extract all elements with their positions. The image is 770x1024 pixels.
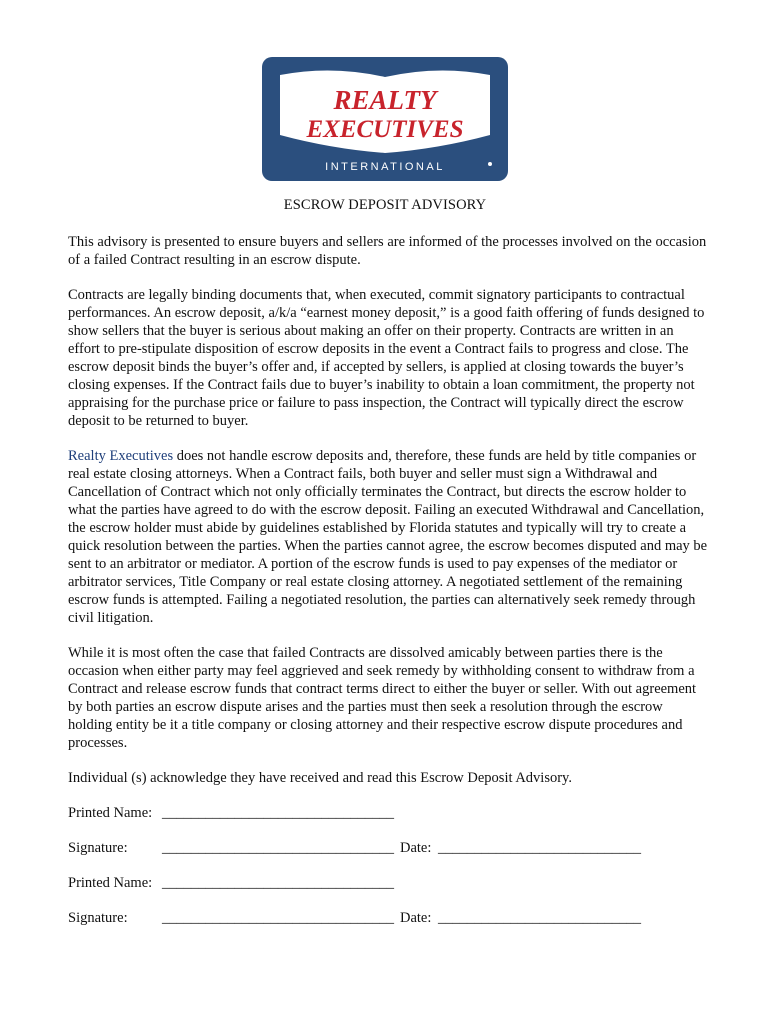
intro-paragraph: This advisory is presented to ensure buyers and sellers are informed of the processes involved on the occasion of a failed Contract resulting in an escrow dispute.: [68, 234, 707, 268]
acknowledge-statement: Individual (s) acknowledge they have received and read this Escrow Deposit Advisory.: [68, 770, 572, 786]
document-body: [68, 233, 708, 927]
escrow-holder-text: does not handle escrow deposits and, therefore, these funds are held by title companies or real estate closing attorneys. When a Contract fails, both buyer and seller must sign a Withdrawal and Cancellation of Contract which not only officially terminates the Contract, but directs the escrow holder to what the parties have agreed to do with the escrow deposit. Failing an executed Withdrawal and Cancellation, the escrow holder must abide by guidelines established by Florida statutes and typically will try to create a quick resolution between the parties. When the parties cannot agree, the escrow becomes disputed and may be sent to an arbitrator or mediator. A portion of the escrow funds is used to pay expenses of the mediator or arbitrator services, Title Company or real estate closing attorney. A negotiated settlement of the remaining escrow funds is attempted. Failing a negotiated resolution, the parties can alternatively seek remedy through civil litigation.: [68, 448, 708, 626]
logo-line2: EXECUTIVES: [306, 116, 464, 143]
brand-name: Realty Executives: [68, 448, 174, 464]
printed-name-field[interactable]: ________________________________: [162, 875, 394, 891]
printed-name-label: Printed Name:: [68, 805, 153, 821]
realty-executives-logo: [262, 57, 508, 181]
date-field[interactable]: ____________________________: [438, 910, 641, 926]
escrow-holder-paragraph: [68, 447, 708, 627]
signature-label: Signature:: [68, 910, 128, 926]
printed-name-field[interactable]: ________________________________: [162, 805, 394, 821]
signature-row-2: [68, 909, 708, 927]
dispute-paragraph: While it is most often the case that failed Contracts are dissolved amicably between parties there is the occasion when either party may feel aggrieved and seek remedy by withholding consent to withdraw from a Contract and release escrow funds that contract terms direct to either the buyer or seller. With out agreement by both parties an escrow dispute arises and the parties must then seek a resolution through the escrow holding entity be it a title company or closing attorney and their respective escrow dispute procedures and processes.: [68, 645, 697, 751]
date-field[interactable]: ____________________________: [438, 840, 641, 856]
registered-mark: [488, 162, 492, 166]
signature-row-1: [68, 839, 708, 857]
date-label: Date:: [400, 840, 432, 856]
printed-name-label: Printed Name:: [68, 875, 153, 891]
logo-line1: REALTY: [333, 85, 437, 115]
page-title: ESCROW DEPOSIT ADVISORY: [283, 197, 487, 213]
contracts-paragraph: Contracts are legally binding documents that, when executed, commit signatory participants to contractual performances. An escrow deposit, a/k/a “earnest money deposit,” is a good faith offering of funds designed to show sellers that the buyer is serious about making an offer on their property. Contracts are written in an effort to pre-stipulate disposition of escrow deposits in the event a Contract fails to progress and close. The escrow deposit binds the buyer’s offer and, if accepted by sellers, is applied at closing towards the buyer’s closing expenses. If the Contract fails due to buyer’s inability to obtain a loan commitment, the property not appraising for the purchase price or failure to pass inspection, the Contract will typically direct the escrow deposit to be returned to buyer.: [68, 287, 705, 429]
signature-field[interactable]: ________________________________: [162, 840, 394, 856]
printed-name-row-1: [68, 804, 708, 822]
printed-name-row-2: [68, 874, 708, 892]
logo-line3: INTERNATIONAL: [325, 161, 445, 173]
signature-label: Signature:: [68, 840, 128, 856]
signature-field[interactable]: ________________________________: [162, 910, 394, 926]
date-label: Date:: [400, 910, 432, 926]
